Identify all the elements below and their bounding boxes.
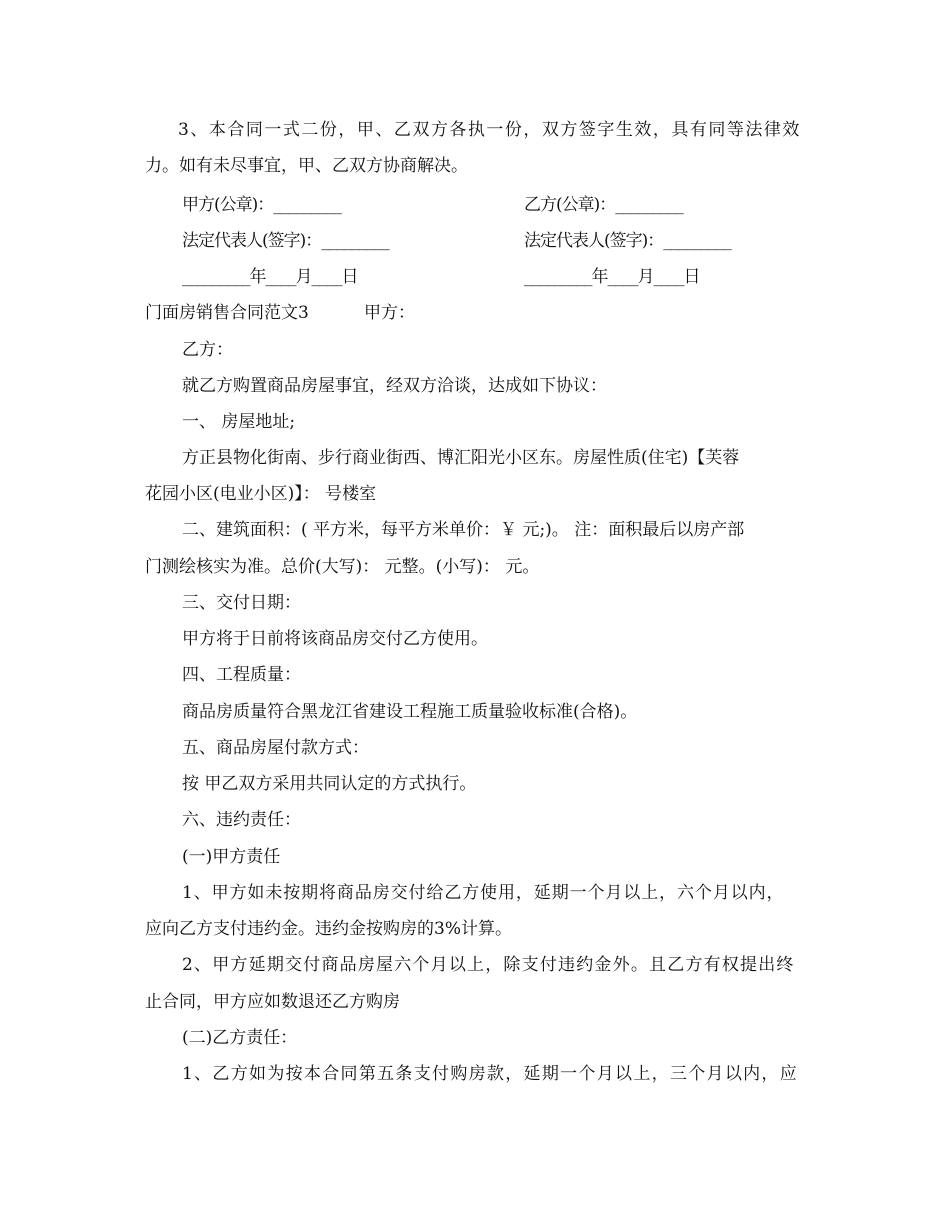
section-4-heading: 四、工程质量： (182, 665, 301, 685)
section-4-body: 商品房质量符合黑龙江省建设工程施工质量验收标准(合格)。 (182, 702, 638, 722)
section-3-body: 甲方将于日前将该商品房交付乙方使用。 (182, 629, 488, 649)
section-6-heading: 六、违约责任： (182, 810, 301, 830)
section-6a-heading: (一)甲方责任 (182, 847, 281, 867)
party-a-label: 甲方： (364, 303, 415, 323)
section-1-line2: 花园小区(电业小区)】： 号楼室 (145, 484, 377, 504)
party-b-label: 乙方： (182, 340, 233, 360)
section-1-heading: 一、 房屋地址; (182, 412, 296, 432)
party-b-date-field: _________年____月____日 (524, 267, 700, 287)
clause3-line2: 力。如有未尽事宜，甲、乙双方协商解决。 (145, 156, 468, 176)
section-1-line1: 方正县物化街南、步行商业街西、博汇阳光小区东。房屋性质(住宅)【芙蓉 (182, 448, 740, 468)
party-b-seal-field: 乙方(公章)：_________ (524, 195, 683, 215)
contract-title: 门面房销售合同范文3 (145, 303, 309, 323)
section-2-line1: 二、建筑面积：( 平方米，每平方米单价：￥ 元;)。 注：面积最后以房产部 (182, 520, 745, 540)
section-6b-heading: (二)乙方责任： (182, 1028, 298, 1048)
section-6a-item2-line1: 2、甲方延期交付商品房屋六个月以上，除支付违约金外。且乙方有权提出终 (182, 955, 795, 975)
section-2-line2: 门测绘核实为准。总价(大写)： 元整。(小写)： 元。 (145, 557, 540, 577)
section-6a-item1-line2: 应向乙方支付违约金。违约金按购房的3%计算。 (145, 919, 512, 939)
clause3-line1: 3、本合同一式二份，甲、乙双方各执一份，双方签字生效，具有同等法律效 (178, 120, 801, 140)
section-6b-item1-line1: 1、乙方如为按本合同第五条支付购房款，延期一个月以上，三个月以内，应 (182, 1064, 799, 1084)
section-6a-item1-line1: 1、甲方如未按期将商品房交付给乙方使用，延期一个月以上，六个月以内， (182, 883, 785, 903)
intro-paragraph: 就乙方购置商品房屋事宜，经双方洽谈，达成如下协议： (182, 376, 607, 396)
party-a-representative-field: 法定代表人(签字)：_________ (182, 231, 389, 251)
party-a-seal-field: 甲方(公章)：_________ (182, 195, 341, 215)
section-6a-item2-line2: 止合同，甲方应如数退还乙方购房 (145, 992, 400, 1012)
party-b-representative-field: 法定代表人(签字)：_________ (524, 231, 731, 251)
section-5-body: 按 甲乙双方采用共同认定的方式执行。 (182, 774, 477, 794)
section-3-heading: 三、交付日期： (182, 593, 301, 613)
section-5-heading: 五、商品房屋付款方式： (182, 738, 369, 758)
party-a-date-field: _________年____月____日 (182, 267, 358, 287)
